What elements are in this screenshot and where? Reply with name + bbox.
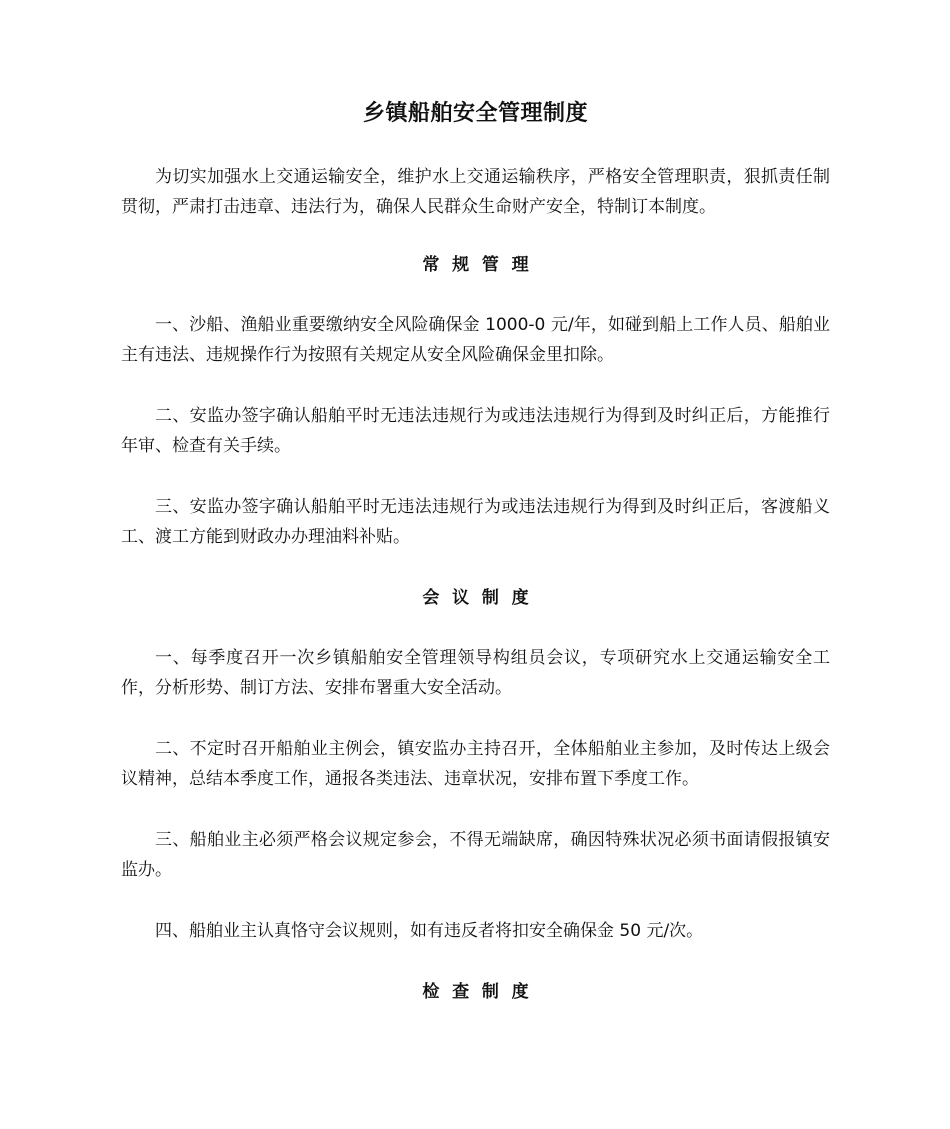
document-title: 乡镇船舶安全管理制度 xyxy=(362,101,588,126)
section-heading-inspection-system: 检查制度 xyxy=(422,982,542,1002)
meeting-paragraph-1: 一、每季度召开一次乡镇船舶安全管理领导构组员会议，专项研究水上交通运输安全工作，分析形势、制订方法、安排布署重大安全活动。 xyxy=(121,648,830,698)
routine-paragraph-2: 二、安监办签字确认船舶平时无违法违规行为或违法违规行为得到及时纠正后，方能推行年审、检查有关手续。 xyxy=(121,406,830,456)
routine-paragraph-3: 三、安监办签字确认船舶平时无违法违规行为或违法违规行为得到及时纠正后，客渡船义工、渡工方能到财政办办理油料补贴。 xyxy=(121,497,830,547)
section-heading-routine-management: 常规管理 xyxy=(422,255,542,275)
section-heading-meeting-system: 会议制度 xyxy=(422,588,542,608)
meeting-paragraph-4: 四、船舶业主认真恪守会议规则，如有违反者将扣安全确保金 50 元/次。 xyxy=(155,921,704,941)
intro-paragraph: 为切实加强水上交通运输安全，维护水上交通运输秩序，严格安全管理职责，狠抓责任制贯彻，严肃打击违章、违法行为，确保人民群众生命财产安全，特制订本制度。 xyxy=(121,167,830,217)
meeting-paragraph-2: 二、不定时召开船舶业主例会，镇安监办主持召开，全体船舶业主参加，及时传达上级会议精神，总结本季度工作，通报各类违法、违章状况，安排布置下季度工作。 xyxy=(121,739,830,789)
meeting-paragraph-3: 三、船舶业主必须严格会议规定参会，不得无端缺席，确因特殊状况必须书面请假报镇安监办。 xyxy=(121,830,830,880)
routine-paragraph-1: 一、沙船、渔船业重要缴纳安全风险确保金 1000-0 元/年，如碰到船上工作人员、船舶业主有违法、违规操作行为按照有关规定从安全风险确保金里扣除。 xyxy=(121,315,830,365)
